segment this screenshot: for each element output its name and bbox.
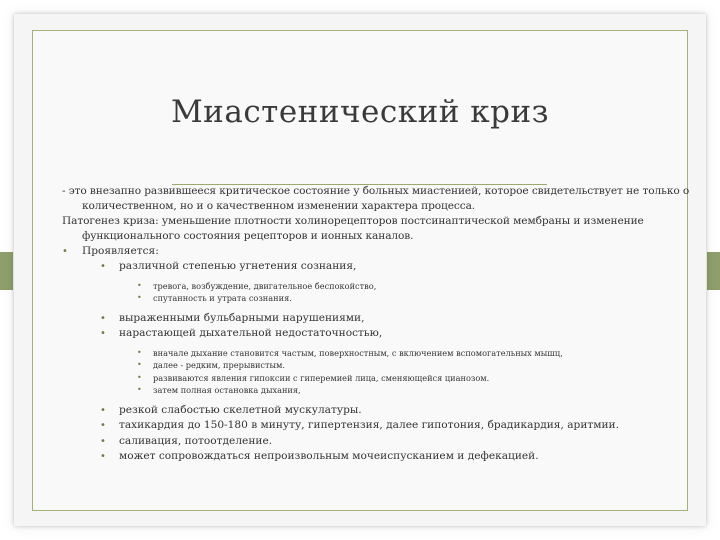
sub-list-item (62, 280, 692, 293)
sub-list-item-label: спутанность и утрата сознания. (153, 293, 292, 303)
sub-list-item-label: затем полная остановка дыхания, (153, 385, 301, 395)
list-item-manifests (62, 244, 692, 259)
bullet-dot-icon: • (100, 328, 106, 339)
list-item (62, 403, 692, 419)
sub-list-item-label: развиваются явления гипоксии с гиперемией лица, сменяющейся цианозом. (153, 372, 490, 383)
definition-paragraph: - это внезапно развившееся критическое состояние у больных миастенией, которое свидетельствует не только о количественном, но и о качественном изменении характера процесса. (62, 185, 690, 212)
list-item-label: выраженными бульбарными нарушениями, (119, 311, 365, 324)
list-item-label: тахикардия до 150-180 в минуту, гипертензия, далее гипотония, брадикардия, аритмии. (119, 419, 619, 431)
slide-body (62, 184, 692, 465)
slide-title: Миастенический криз (170, 94, 550, 130)
sub-list-item-label: далее - редким, прерывистым. (153, 360, 286, 370)
sub-list-item (62, 384, 692, 397)
pathogenesis-paragraph: Патогенез криза: уменьшение плотности холинорецепторов постсинаптической мембраны и изменение функционального состояния рецепторов и ионных каналов. (62, 215, 644, 242)
bullet-dot-icon: • (100, 404, 106, 416)
sub-list-item (62, 372, 692, 385)
sub-list-item (62, 359, 692, 372)
bullet-dot-icon: • (137, 293, 142, 302)
list-item (62, 311, 692, 327)
list-item-label: саливация, потоотделение. (119, 434, 273, 447)
bullet-dot-icon: • (137, 347, 142, 357)
list-item (62, 326, 692, 342)
sub-list-item (62, 292, 692, 305)
bullet-dot-icon: • (62, 246, 68, 257)
sub-list-item (62, 347, 692, 360)
sub-list-item-label: вначале дыхание становится частым, поверхностным, с включением вспомогательных мышц, (153, 347, 563, 358)
accent-band-left (0, 252, 13, 290)
list-item-label: может сопровождаться непроизвольным мочеиспусканием и дефекацией. (119, 450, 539, 462)
list-item-label: нарастающей дыхательной недостаточностью, (119, 327, 383, 339)
bullet-dot-icon: • (100, 451, 106, 462)
bullet-dot-icon: • (137, 372, 142, 382)
bullet-dot-icon: • (137, 360, 142, 369)
list-item-label: различной степенью угнетения сознания, (119, 260, 357, 272)
list-item-label: резкой слабостью скелетной мускулатуры. (119, 403, 362, 416)
list-item (62, 434, 692, 450)
list-item-label: Проявляется: (82, 245, 159, 257)
accent-band-right (707, 252, 720, 290)
list-item (62, 259, 692, 275)
bullet-dot-icon: • (137, 385, 142, 394)
list-item (62, 418, 692, 434)
bullet-dot-icon: • (100, 435, 106, 447)
bullet-dot-icon: • (100, 420, 106, 431)
sub-list-item-label: тревога, возбуждение, двигательное беспокойство, (153, 280, 377, 291)
bullet-dot-icon: • (100, 312, 106, 324)
list-item (62, 449, 692, 465)
bullet-dot-icon: • (137, 280, 142, 290)
bullet-dot-icon: • (100, 261, 106, 272)
